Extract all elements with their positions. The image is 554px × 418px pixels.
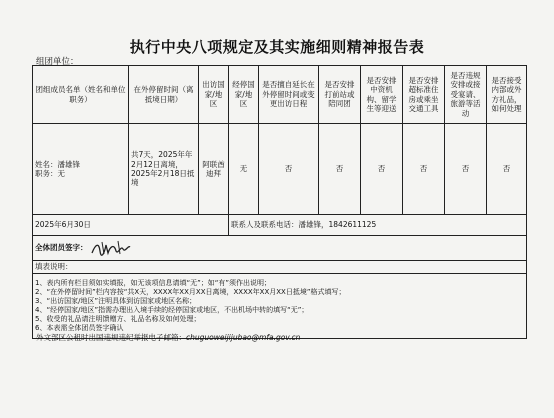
note-item: 4、“经停国家/地区”指需办理出入境手续的经停国家或地区，不出机场中转的填写“无”； — [35, 306, 309, 314]
header-vehicle: 是否安排超标准住房或乘坐交通工具 — [403, 66, 445, 124]
tourism-cell: 否 — [445, 124, 487, 215]
notes-cell — [33, 274, 527, 339]
report-table — [32, 65, 527, 339]
header-extend: 是否擅自延长在外停留时间或变更出访日程 — [259, 66, 319, 124]
chinese-staff-cell: 否 — [361, 124, 403, 215]
header-unilateral: 是否安排打前站或陪同团 — [319, 66, 361, 124]
gifts-cell: 否 — [487, 124, 527, 215]
note-item: 3、“出访国家/地区”注明具体到访国家或地区名称； — [35, 296, 197, 305]
header-tourism: 是否违规安排或接受宴请、旅游等活动 — [445, 66, 487, 124]
notes-header-row — [33, 261, 527, 274]
stay-time-cell: 共7天，2025年年2月12日离境，2025年2月18日抵境 — [129, 124, 199, 215]
signature-row — [33, 236, 527, 261]
organizer-label: 组团单位： — [36, 57, 79, 67]
member-row — [33, 124, 527, 215]
transit-cell: 无 — [229, 124, 259, 215]
vehicle-cell: 否 — [403, 124, 445, 215]
header-stay-time: 在外停留时间（离抵境日期） — [129, 66, 199, 124]
member-name: 姓名：潘雄锋 — [35, 159, 80, 169]
country-cell: 阿联酋迪拜 — [199, 124, 229, 215]
signature-cell — [33, 236, 527, 261]
extend-cell: 否 — [259, 124, 319, 215]
notes-label: 填表说明： — [33, 261, 527, 274]
member-title: 职务：无 — [35, 169, 65, 178]
contact-info: 联系人及联系电话：潘雄锋，1842611125 — [229, 215, 527, 236]
note-item: 2、“在外停留时间”栏内容按“共X天，XXXX年XX月XX日离境，XXXX年XX月XX日抵境”格式填写； — [35, 287, 346, 296]
page-title: 执行中央八项规定及其实施细则精神报告表 — [129, 38, 425, 56]
handwritten-signature — [90, 243, 132, 252]
report-email: chuguoweijijubao@mfa.gov.cn — [186, 333, 301, 342]
report-date: 2025年6月30日 — [33, 215, 229, 236]
unilateral-cell: 否 — [319, 124, 361, 215]
note-item: 6、本表需全体团员签字确认 — [35, 324, 124, 333]
header-country: 出访国家/地区 — [199, 66, 229, 124]
date-contact-row — [33, 215, 527, 236]
header-row — [33, 66, 527, 124]
footer — [36, 332, 300, 343]
footer-text: 外文部区公租时出国违规违纪举报电子邮箱： — [36, 333, 186, 342]
note-item: 5、收受的礼品请注明馈赠方、礼品名称及如何处理； — [35, 315, 201, 324]
notes-row — [33, 274, 527, 339]
header-chinese-staff: 是否安排中资机构、留学生等迎送 — [361, 66, 403, 124]
member-cell — [33, 124, 129, 215]
members-sign-label: 全体团员签字： — [35, 243, 88, 252]
note-item: 1、表内所有栏目须如实填报，如无该项信息请填“无”；如“有”须作出说明； — [35, 278, 271, 287]
header-gifts: 是否接受内部或外方礼品，如何处理 — [487, 66, 527, 124]
header-member: 团组成员名单（姓名和单位职务） — [33, 66, 129, 124]
header-transit: 经停国家/地区 — [229, 66, 259, 124]
